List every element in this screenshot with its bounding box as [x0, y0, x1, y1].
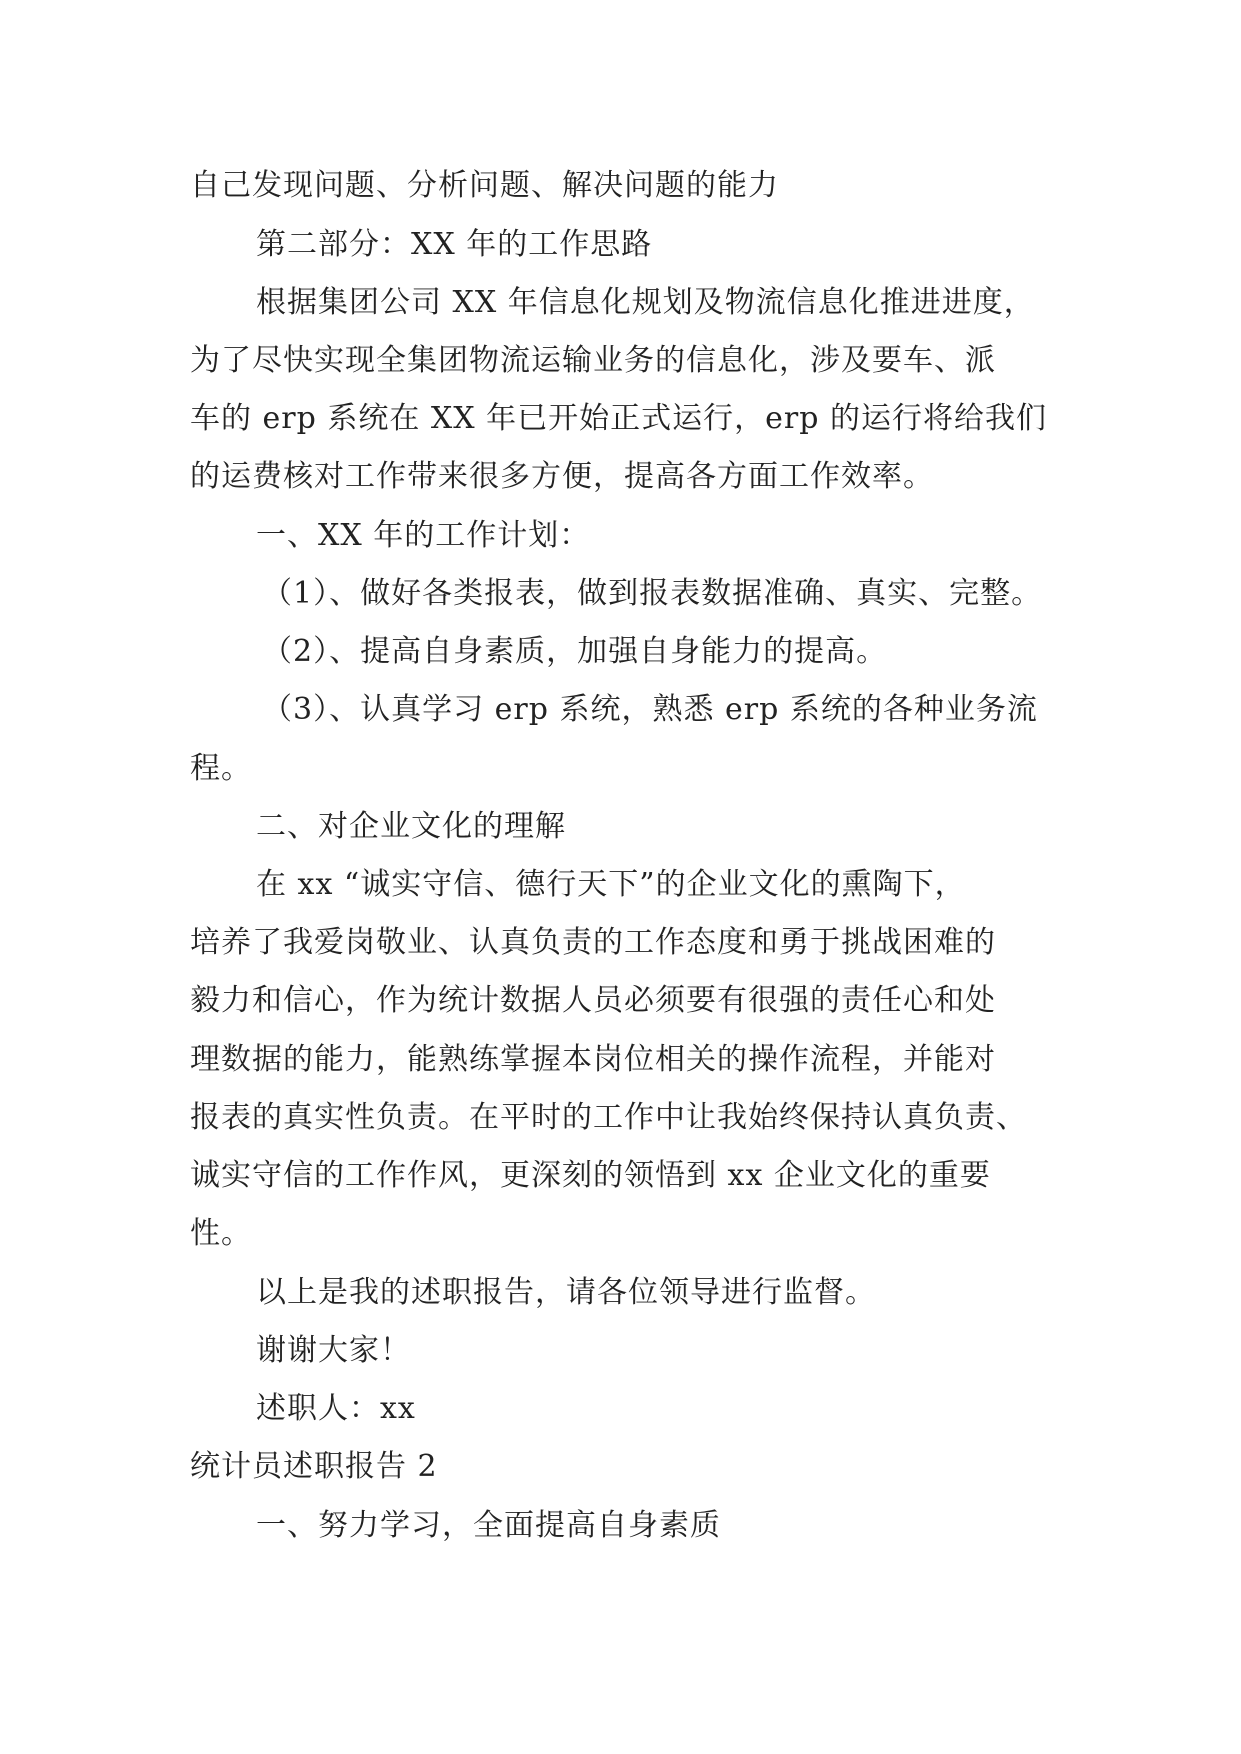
- body-text-line: 根据集团公司 XX 年信息化规划及物流信息化推进进度，: [256, 285, 1035, 320]
- body-text-line: 自己发现问题、分析问题、解决问题的能力: [190, 168, 779, 203]
- report-title: 统计员述职报告 2: [190, 1449, 438, 1484]
- section-heading: 一、努力学习，全面提高自身素质: [256, 1508, 721, 1543]
- body-text-line: 毅力和信心，作为统计数据人员必须要有很强的责任心和处: [190, 983, 996, 1018]
- closing-line: 以上是我的述职报告，请各位领导进行监督。: [256, 1275, 876, 1310]
- section-heading: 第二部分：XX 年的工作思路: [256, 227, 653, 262]
- body-text-line: 车的 erp 系统在 XX 年已开始正式运行，erp 的运行将给我们: [190, 401, 1047, 436]
- thanks-line: 谢谢大家！: [256, 1333, 411, 1368]
- body-text-line: 性。: [190, 1216, 252, 1251]
- plan-item-2: （2）、提高自身素质，加强自身能力的提高。: [262, 634, 888, 669]
- body-text-line: 为了尽快实现全集团物流运输业务的信息化，涉及要车、派: [190, 343, 996, 378]
- subsection-heading: 一、XX 年的工作计划：: [256, 518, 591, 553]
- plan-item-3: （3）、认真学习 erp 系统，熟悉 erp 系统的各种业务流: [262, 692, 1038, 727]
- signature-line: 述职人：xx: [256, 1391, 416, 1426]
- body-text-line: 诚实守信的工作作风，更深刻的领悟到 xx 企业文化的重要: [190, 1158, 991, 1193]
- body-text-line: 在 xx “诚实守信、德行天下”的企业文化的熏陶下，: [256, 867, 966, 902]
- body-text-line: 理数据的能力，能熟练掌握本岗位相关的操作流程，并能对: [190, 1042, 996, 1077]
- plan-item-1: （1）、做好各类报表，做到报表数据准确、真实、完整。: [262, 576, 1043, 611]
- body-text-line: 培养了我爱岗敬业、认真负责的工作态度和勇于挑战困难的: [190, 925, 996, 960]
- body-text-line: 报表的真实性负责。在平时的工作中让我始终保持认真负责、: [190, 1100, 1027, 1135]
- body-text-line: 的运费核对工作带来很多方便，提高各方面工作效率。: [190, 459, 934, 494]
- body-text-line: 程。: [190, 751, 252, 786]
- subsection-heading: 二、对企业文化的理解: [256, 809, 566, 844]
